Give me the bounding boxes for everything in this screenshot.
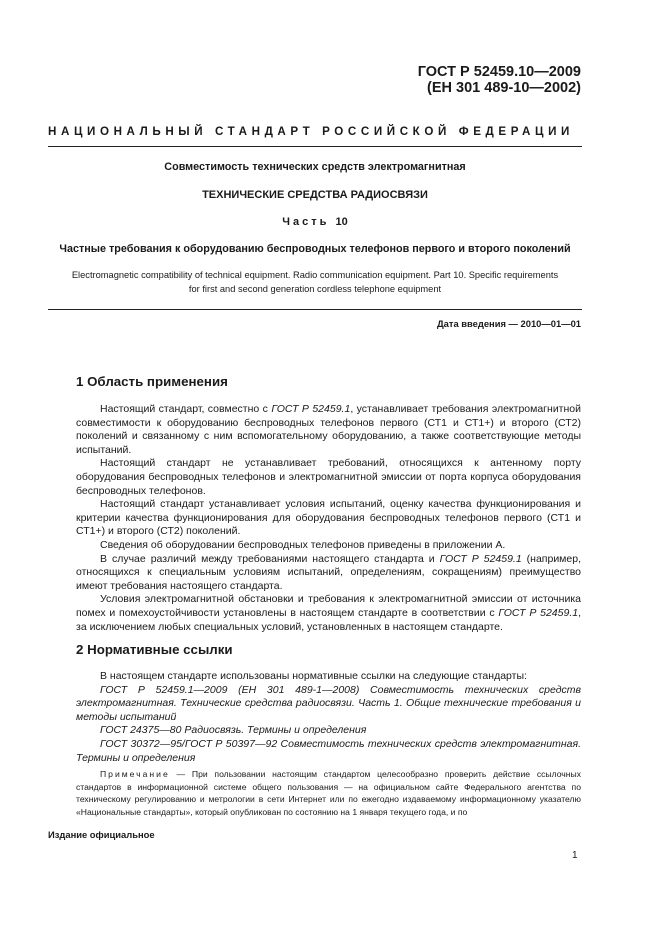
text: , за исключением любых специальных условий, установленных в настоящем стандарте. <box>76 606 581 633</box>
section-2-heading: 2 Нормативные ссылки <box>76 642 233 657</box>
reference-entry: ГОСТ 30372—95/ГОСТ Р 50397—92 Совместимость технических средств электромагнитная. Термины и определения <box>76 737 581 764</box>
section-1-body <box>76 403 581 634</box>
note-paragraph <box>76 768 581 818</box>
english-title-line-1: Electromagnetic compatibility of technical equipment. Radio communication equipment. Part 10. Specific requirements <box>71 270 559 280</box>
note <box>76 768 581 818</box>
designation-line-1: ГОСТ Р 52459.10—2009 <box>417 64 581 80</box>
paragraph <box>76 403 581 457</box>
introduction-date: Дата введения — 2010—01—01 <box>436 318 581 329</box>
note-label: Примечание <box>100 769 170 779</box>
official-edition-label: Издание официальное <box>48 829 155 840</box>
title-divider <box>48 309 582 310</box>
standard-designation <box>418 64 581 96</box>
top-divider <box>48 146 582 147</box>
text: Настоящий стандарт, совместно с <box>100 403 272 415</box>
subtitle: Совместимость технических средств электромагнитная <box>164 161 466 173</box>
english-title <box>48 268 582 296</box>
note-text: — При пользовании настоящим стандартом целесообразно проверить действие ссылочных стандартов в информационной системе общего пользования — на официальном сайте Федерального агентства по техническому регулированию и метрологии в сети Интернет или по ежегодно издаваемому информационному указателю «Национальные стандарты», который опубликован по состоянию на 1 января текущего года, и по <box>76 769 581 817</box>
text: (например, относящихся к специальным условиям испытаний, определениям, сокращениям) преимущество имеют требования настоящего стандарта. <box>76 552 581 592</box>
paragraph: Сведения об оборудовании беспроводных телефонов приведены в приложении А. <box>100 538 506 551</box>
text: Условия электромагнитной обстановки и требования к электромагнитной эмиссии от источника помех и помехоустойчивости установлены в настоящем стандарте в соответствии с <box>76 593 581 619</box>
standard-reference: ГОСТ Р 52459.1 <box>271 403 351 415</box>
section-2-body <box>76 670 581 765</box>
paragraph: Настоящий стандарт устанавливает условия испытаний, оценку качества функционирования и критерии качества функционирования для оборудования беспроводных телефонов первого (СТ1 и СТ1+) и второго (СТ2) поколений. <box>76 498 581 538</box>
designation-line-2: (ЕН 301 489-10—2002) <box>427 80 581 96</box>
standard-reference: ГОСТ Р 52459.1 <box>498 606 579 619</box>
reference-entry: ГОСТ 24375—80 Радиосвязь. Термины и определения <box>100 724 367 737</box>
section-1-heading: 1 Область применения <box>76 374 228 389</box>
part-heading <box>48 216 582 228</box>
national-standard-banner: НАЦИОНАЛЬНЫЙ СТАНДАРТ РОССИЙСКОЙ ФЕДЕРАЦИИ <box>48 125 574 138</box>
standard-reference: ГОСТ Р 52459.1 <box>439 552 522 565</box>
part-word: Часть <box>282 216 330 228</box>
text: , устанавливает требования электромагнитной совместимости к оборудованию беспроводных телефонов первого (СТ1 и СТ1+) и второго (СТ2) поколений и связанному с ним вспомогательному оборудованию, а также соответствующие методы испытаний. <box>76 403 581 456</box>
page-number: 1 <box>572 850 578 861</box>
main-title: ТЕХНИЧЕСКИЕ СРЕДСТВА РАДИОСВЯЗИ <box>202 189 428 201</box>
text: В случае различий между требованиями настоящего стандарта и <box>100 552 440 565</box>
english-title-line-2: for first and second generation cordless telephone equipment <box>188 284 442 294</box>
paragraph <box>76 553 581 594</box>
paragraph: Настоящий стандарт не устанавливает требований, относящихся к антенному порту оборудования беспроводных телефонов и электромагнитной эмиссии от порта корпуса оборудования беспроводных телефонов. <box>76 457 581 497</box>
part-number: 10 <box>335 216 348 228</box>
reference-entry: ГОСТ Р 52459.1—2009 (ЕН 301 489-1—2008) Совместимость технических средств электромагнитная. Технические средства радиосвязи. Часть 1. Общие технические требования и методы испытаний <box>76 683 581 723</box>
paragraph <box>76 593 581 634</box>
paragraph: В настоящем стандарте использованы нормативные ссылки на следующие стандарты: <box>100 670 527 682</box>
part-title: Частные требования к оборудованию беспроводных телефонов первого и второго поколений <box>59 243 571 255</box>
